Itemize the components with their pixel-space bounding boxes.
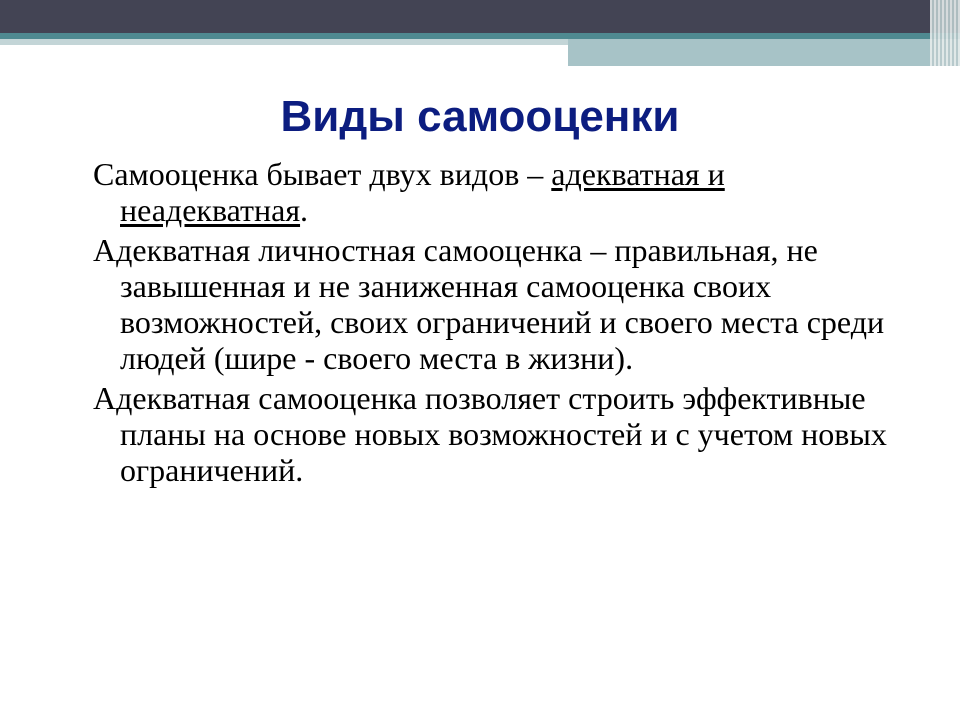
slide-content <box>93 156 913 492</box>
link-inadequate[interactable]: неадекватная <box>120 192 301 228</box>
paragraph-types <box>93 156 913 228</box>
header-light-stripe <box>0 39 568 45</box>
header-dark-band <box>0 0 960 33</box>
paragraph-types-text: Самооценка бывает двух видов – <box>93 156 552 192</box>
header-teal-block <box>568 39 960 66</box>
paragraph-types-end: . <box>300 192 309 228</box>
link-adequate[interactable]: адекватная и <box>551 156 725 192</box>
corner-decoration <box>930 0 960 66</box>
paragraph-adequate-benefit: Адекватная самооценка позволяет строить эффективные планы на основе новых возможностей и с учетом новых ограничений. <box>93 380 887 488</box>
slide-title: Виды самооценки <box>280 92 680 141</box>
paragraph-adequate-definition: Адекватная личностная самооценка – правильная, не завышенная и не заниженная самооценка своих возможностей, своих ограничений и своего места среди людей (шире - своего места в жизни). <box>93 232 885 376</box>
